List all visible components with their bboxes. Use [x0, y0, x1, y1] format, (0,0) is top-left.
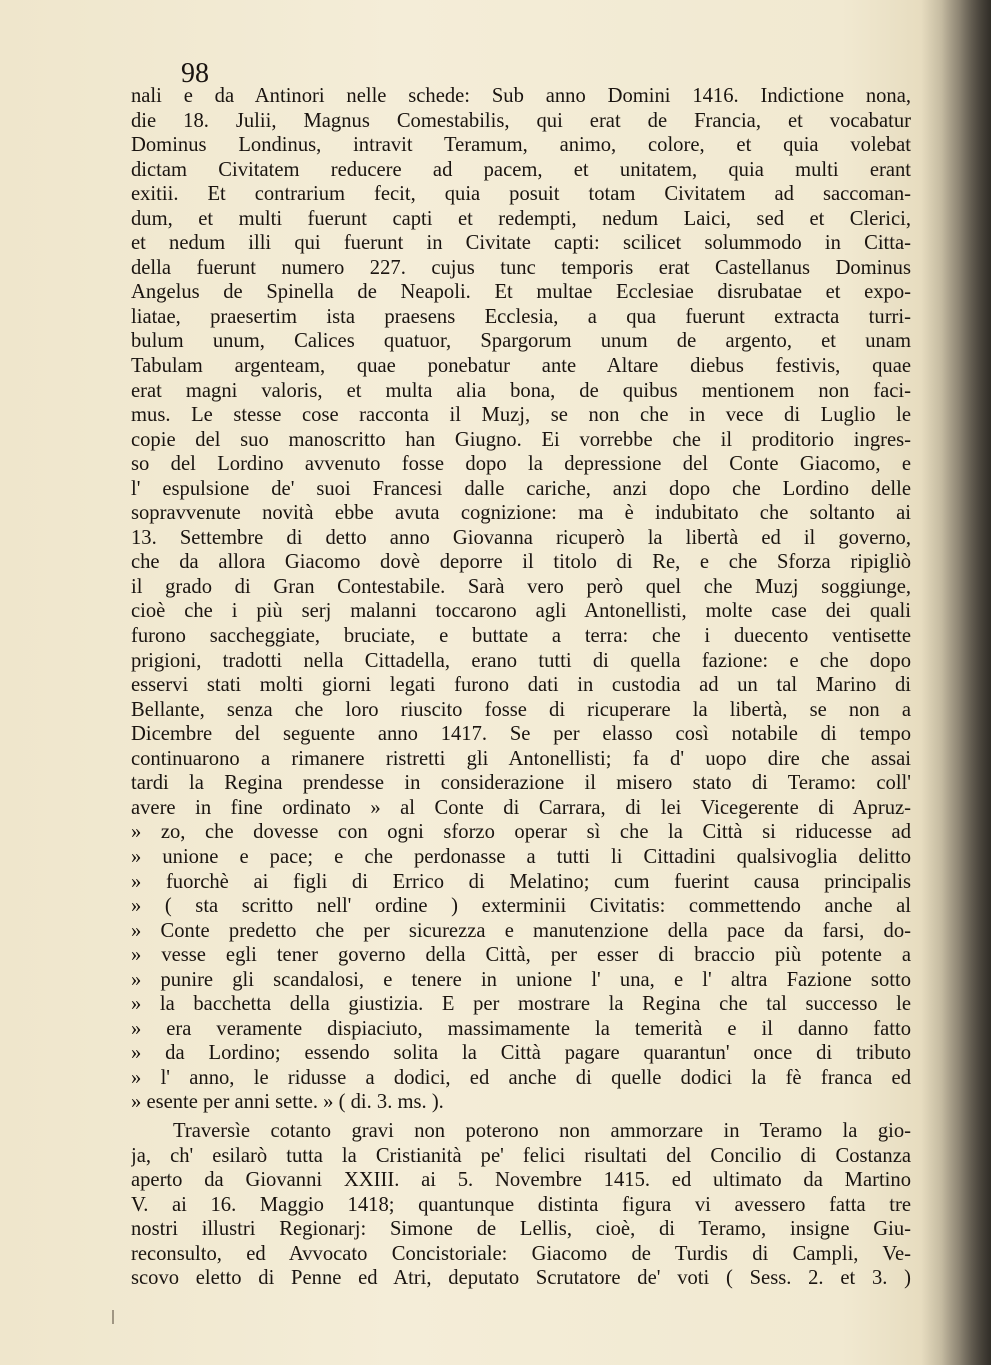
text-line: reconsulto, ed Avvocato Concistoriale: Giacomo de Turdis di Campli, Ve- [131, 1242, 911, 1265]
quoted-line: » ( sta scritto nell' ordine ) exterminii Civitatis: commettendo anche al [131, 895, 911, 918]
text-line: aperto da Giovanni XXIII. ai 5. Novembre 1415. ed ultimato da Martino [131, 1169, 911, 1192]
quoted-line: » fuorchè ai figli di Errico di Melatino; cum fuerint causa principalis [131, 870, 911, 893]
quoted-line: » punire gli scandalosi, e tenere in unione l' una, e l' altra Fazione sotto [131, 968, 911, 991]
text-line: copie del suo manoscritto han Giugno. Ei vorrebbe che il proditorio ingres- [131, 428, 911, 451]
text-line: cioè che i più serj malanni toccarono agli Antonellisti, molte case dei quali [131, 600, 911, 623]
text-line: et nedum illi qui fuerunt in Civitate capti: scilicet solummodo in Citta- [131, 232, 911, 255]
text-line: l' espulsione de' suoi Francesi dalle cariche, anzi dopo che Lordino delle [131, 477, 911, 500]
text-line: V. ai 16. Maggio 1418; quantunque distinta figura vi avessero fatta tre [131, 1193, 911, 1216]
text-line: della fuerunt numero 227. cujus tunc temporis erat Castellanus Dominus [131, 256, 911, 279]
text-line: prigioni, tradotti nella Cittadella, erano tutti di quella fazione: e che dopo [131, 649, 911, 672]
text-line: mus. Le stesse cose racconta il Muzj, se non che in vece di Luglio le [131, 404, 911, 427]
quoted-line: » unione e pace; e che perdonasse a tutti li Cittadini qualsivoglia delitto [131, 845, 911, 868]
page-edge-shadow [921, 0, 991, 1365]
text-line: dum, et multi fuerunt capti et redempti, nedum Laici, sed et Clerici, [131, 207, 911, 230]
margin-mark [112, 1310, 114, 1324]
text-line: Dominus Londinus, intravit Teramum, animo, colore, et quia volebat [131, 134, 911, 157]
quoted-line: » vesse egli tener governo della Città, per esser di braccio più potente a [131, 944, 911, 967]
text-line: so del Lordino avvenuto fosse dopo la depressione del Conte Giacomo, e [131, 453, 911, 476]
quoted-line: » zo, che dovesse con ogni sforzo operar sì che la Città si riducesse ad [131, 821, 911, 844]
text-line: continuarono a rimanere ristretti gli Antonellisti; fa d' uopo dire che assai [131, 747, 911, 770]
text-line: die 18. Julii, Magnus Comestabilis, qui erat de Francia, et vocabatur [131, 109, 911, 132]
text-line: furono saccheggiate, bruciate, e buttate a terra: che i duecento ventisette [131, 625, 911, 648]
text-line: bulum unum, Calices quatuor, Spargorum unum de argento, et unam [131, 330, 911, 353]
paragraph-start-line: Traversìe cotanto gravi non poterono non ammorzare in Teramo la gio- [173, 1119, 911, 1142]
text-line: ja, ch' esilarò tutta la Cristianità pe' felici risultati del Concilio di Costanza [131, 1144, 911, 1167]
quoted-line: » la bacchetta della giustizia. E per mostrare la Regina che tal successo le [131, 993, 911, 1016]
text-line: avere in fine ordinato » al Conte di Carrara, di lei Vicegerente di Apruz- [131, 796, 911, 819]
text-line: nostri illustri Regionarj: Simone de Lellis, cioè, di Teramo, insigne Giu- [131, 1218, 911, 1241]
text-line: exitii. Et contrarium fecit, quia posuit totam Civitatem ad saccoman- [131, 183, 911, 206]
text-line: tardi la Regina prendesse in considerazione il misero stato di Teramo: coll' [131, 772, 911, 795]
quoted-line: » l' anno, le ridusse a dodici, ed anche di quelle dodici la fè franca ed [131, 1066, 911, 1089]
text-line: dictam Civitatem reducere ad pacem, et unitatem, quia multi erant [131, 158, 911, 181]
quoted-line: » esente per anni sette. » ( di. 3. ms. ). [131, 1091, 444, 1114]
text-line: che da allora Giacomo dovè deporre il titolo di Re, e che Sforza ripigliò [131, 551, 911, 574]
quoted-line: » Conte predetto che per sicurezza e manutenzione della pace da farsi, do- [131, 919, 911, 942]
text-line: scovo eletto di Penne ed Atri, deputato Scrutatore de' voti ( Sess. 2. et 3. ) [131, 1267, 911, 1290]
quoted-line: » era veramente dispiaciuto, massimamente la temerità e il danno fatto [131, 1017, 911, 1040]
text-line: liatae, praesertim ista praesens Ecclesia, a qua fuerunt extracta turri- [131, 305, 911, 328]
body-text [131, 84, 911, 1291]
page-number: 98 [181, 58, 209, 89]
text-line: sopravvenute novità ebbe avuta cognizione: ma è indubitato che soltanto ai [131, 502, 911, 525]
text-line: esservi stati molti giorni legati furono dati in custodia ad un tal Marino di [131, 674, 911, 697]
text-line: Bellante, senza che loro riuscito fosse di ricuperare la libertà, se non a [131, 698, 911, 721]
text-line: Angelus de Spinella de Neapoli. Et multae Ecclesiae disrubatae et expo- [131, 281, 911, 304]
text-line: 13. Settembre di detto anno Giovanna ricuperò la libertà ed il governo, [131, 526, 911, 549]
text-line: erat magni valoris, et multa alia bona, de quibus mentionem non faci- [131, 379, 911, 402]
text-line: Tabulam argenteam, quae ponebatur ante Altare diebus festivis, quae [131, 355, 911, 378]
quoted-line: » da Lordino; essendo solita la Città pagare quarantun' once di tributo [131, 1042, 911, 1065]
text-line: Dicembre del seguente anno 1417. Se per elasso così notabile di tempo [131, 723, 911, 746]
text-line: il grado di Gran Contestabile. Sarà vero però quel che Muzj soggiunge, [131, 575, 911, 598]
text-line: nali e da Antinori nelle schede: Sub anno Domini 1416. Indictione nona, [131, 85, 911, 107]
